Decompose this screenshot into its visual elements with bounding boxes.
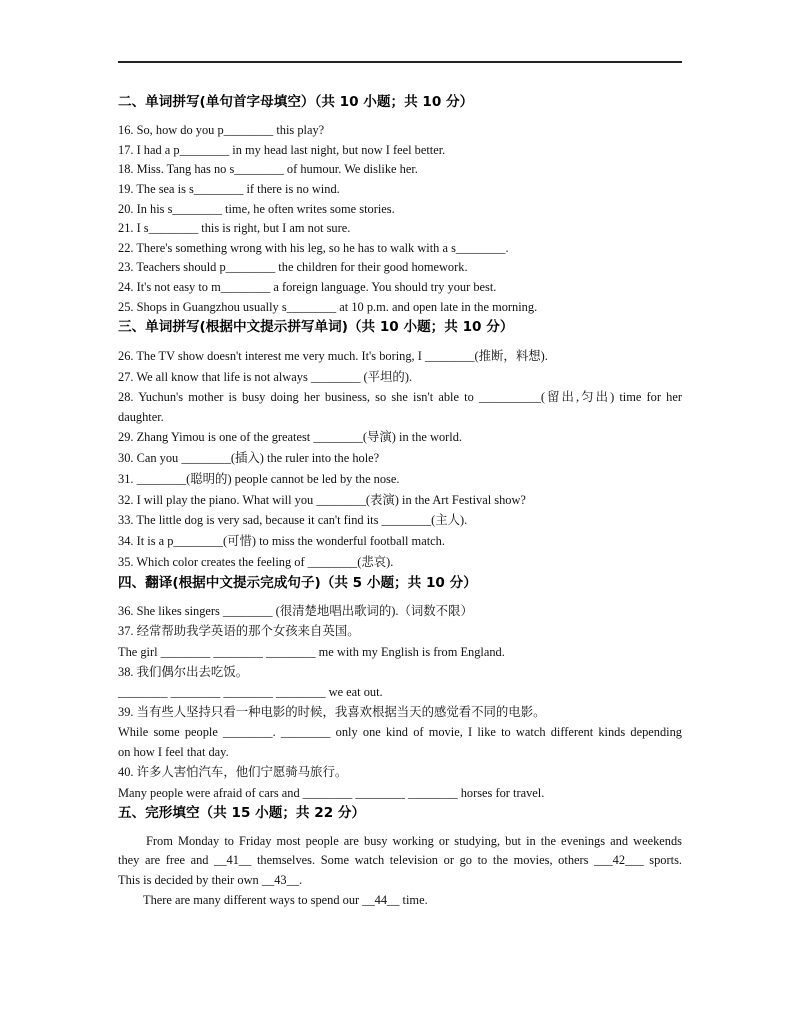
section-heading-5: 五、完形填空（共 15 小题；共 22 分） — [118, 805, 366, 821]
question-28-line1: 28. Yuchun's mother is busy doing her business, so she isn't able to __________(留出,匀出) time for her — [118, 390, 682, 404]
question-27: 27. We all know that life is not always ________ (平坦的). — [118, 370, 413, 384]
question-26: 26. The TV show doesn't interest me very much. It's boring, I ________(推断，料想). — [118, 349, 548, 363]
question-17: 17. I had a p________ in my head last night, but now I feel better. — [118, 143, 446, 157]
question-40-chinese: 40. 许多人害怕汽车，他们宁愿骑马旅行。 — [118, 765, 348, 779]
question-29: 29. Zhang Yimou is one of the greatest ________(导演) in the world. — [118, 430, 463, 444]
question-38-chinese: 38. 我们偶尔出去吃饭。 — [118, 665, 249, 679]
question-16: 16. So, how do you p________ this play? — [118, 123, 325, 137]
question-34: 34. It is a p________(可惜) to miss the wonderful football match. — [118, 534, 445, 548]
question-38-english: ________ ________ ________ ________ we eat out. — [118, 685, 383, 699]
question-23: 23. Teachers should p________ the children for their good homework. — [118, 260, 468, 274]
question-37-chinese: 37. 经常帮助我学英语的那个女孩来自英国。 — [118, 624, 360, 638]
question-39-english-line2: on how I feel that day. — [118, 745, 229, 759]
passage-line-2: they are free and __41__ themselves. Some watch television or go to the movies, others ___42___ sports. — [118, 853, 682, 867]
question-35: 35. Which color creates the feeling of ________(悲哀). — [118, 555, 394, 569]
question-22: 22. There's something wrong with his leg, so he has to walk with a s________. — [118, 241, 509, 255]
question-37-english: The girl ________ ________ ________ me with my English is from England. — [118, 645, 505, 659]
question-20: 20. In his s________ time, he often writes some stories. — [118, 202, 395, 216]
question-32: 32. I will play the piano. What will you ________(表演) in the Art Festival show? — [118, 493, 526, 507]
header-rule — [118, 61, 682, 63]
question-21: 21. I s________ this is right, but I am not sure. — [118, 221, 351, 235]
question-39-english-line1: While some people ________. ________ only one kind of movie, I like to watch different kinds depending — [118, 725, 682, 739]
section-heading-3: 三、单词拼写(根据中文提示拼写单词)（共 10 小题；共 10 分） — [118, 319, 514, 335]
section-heading-4: 四、翻译(根据中文提示完成句子)（共 5 小题；共 10 分） — [118, 575, 477, 591]
passage-line-3: This is decided by their own __43__. — [118, 873, 303, 887]
question-18: 18. Miss. Tang has no s________ of humour. We dislike her. — [118, 162, 418, 176]
section-heading-2: 二、单词拼写(单句首字母填空）（共 10 小题；共 10 分） — [118, 94, 474, 110]
question-24: 24. It's not easy to m________ a foreign language. You should try your best. — [118, 280, 497, 294]
question-25: 25. Shops in Guangzhou usually s________ at 10 p.m. and open late in the morning. — [118, 300, 538, 314]
question-30: 30. Can you ________(插入) the ruler into the hole? — [118, 451, 380, 465]
passage-line-4: There are many different ways to spend our __44__ time. — [143, 893, 428, 907]
question-39-chinese: 39. 当有些人坚持只看一种电影的时候，我喜欢根据当天的感觉看不同的电影。 — [118, 705, 546, 719]
question-36: 36. She likes singers ________ (很清楚地唱出歌词的).（词数不限） — [118, 604, 473, 618]
question-33: 33. The little dog is very sad, because it can't find its ________(主人). — [118, 513, 468, 527]
question-40-english: Many people were afraid of cars and ________ ________ ________ horses for travel. — [118, 786, 545, 800]
question-28-line2: daughter. — [118, 410, 164, 424]
passage-line-1: From Monday to Friday most people are busy working or studying, but in the evenings and weekends — [146, 834, 682, 848]
question-31: 31. ________(聪明的) people cannot be led by the nose. — [118, 472, 400, 486]
question-19: 19. The sea is s________ if there is no wind. — [118, 182, 340, 196]
